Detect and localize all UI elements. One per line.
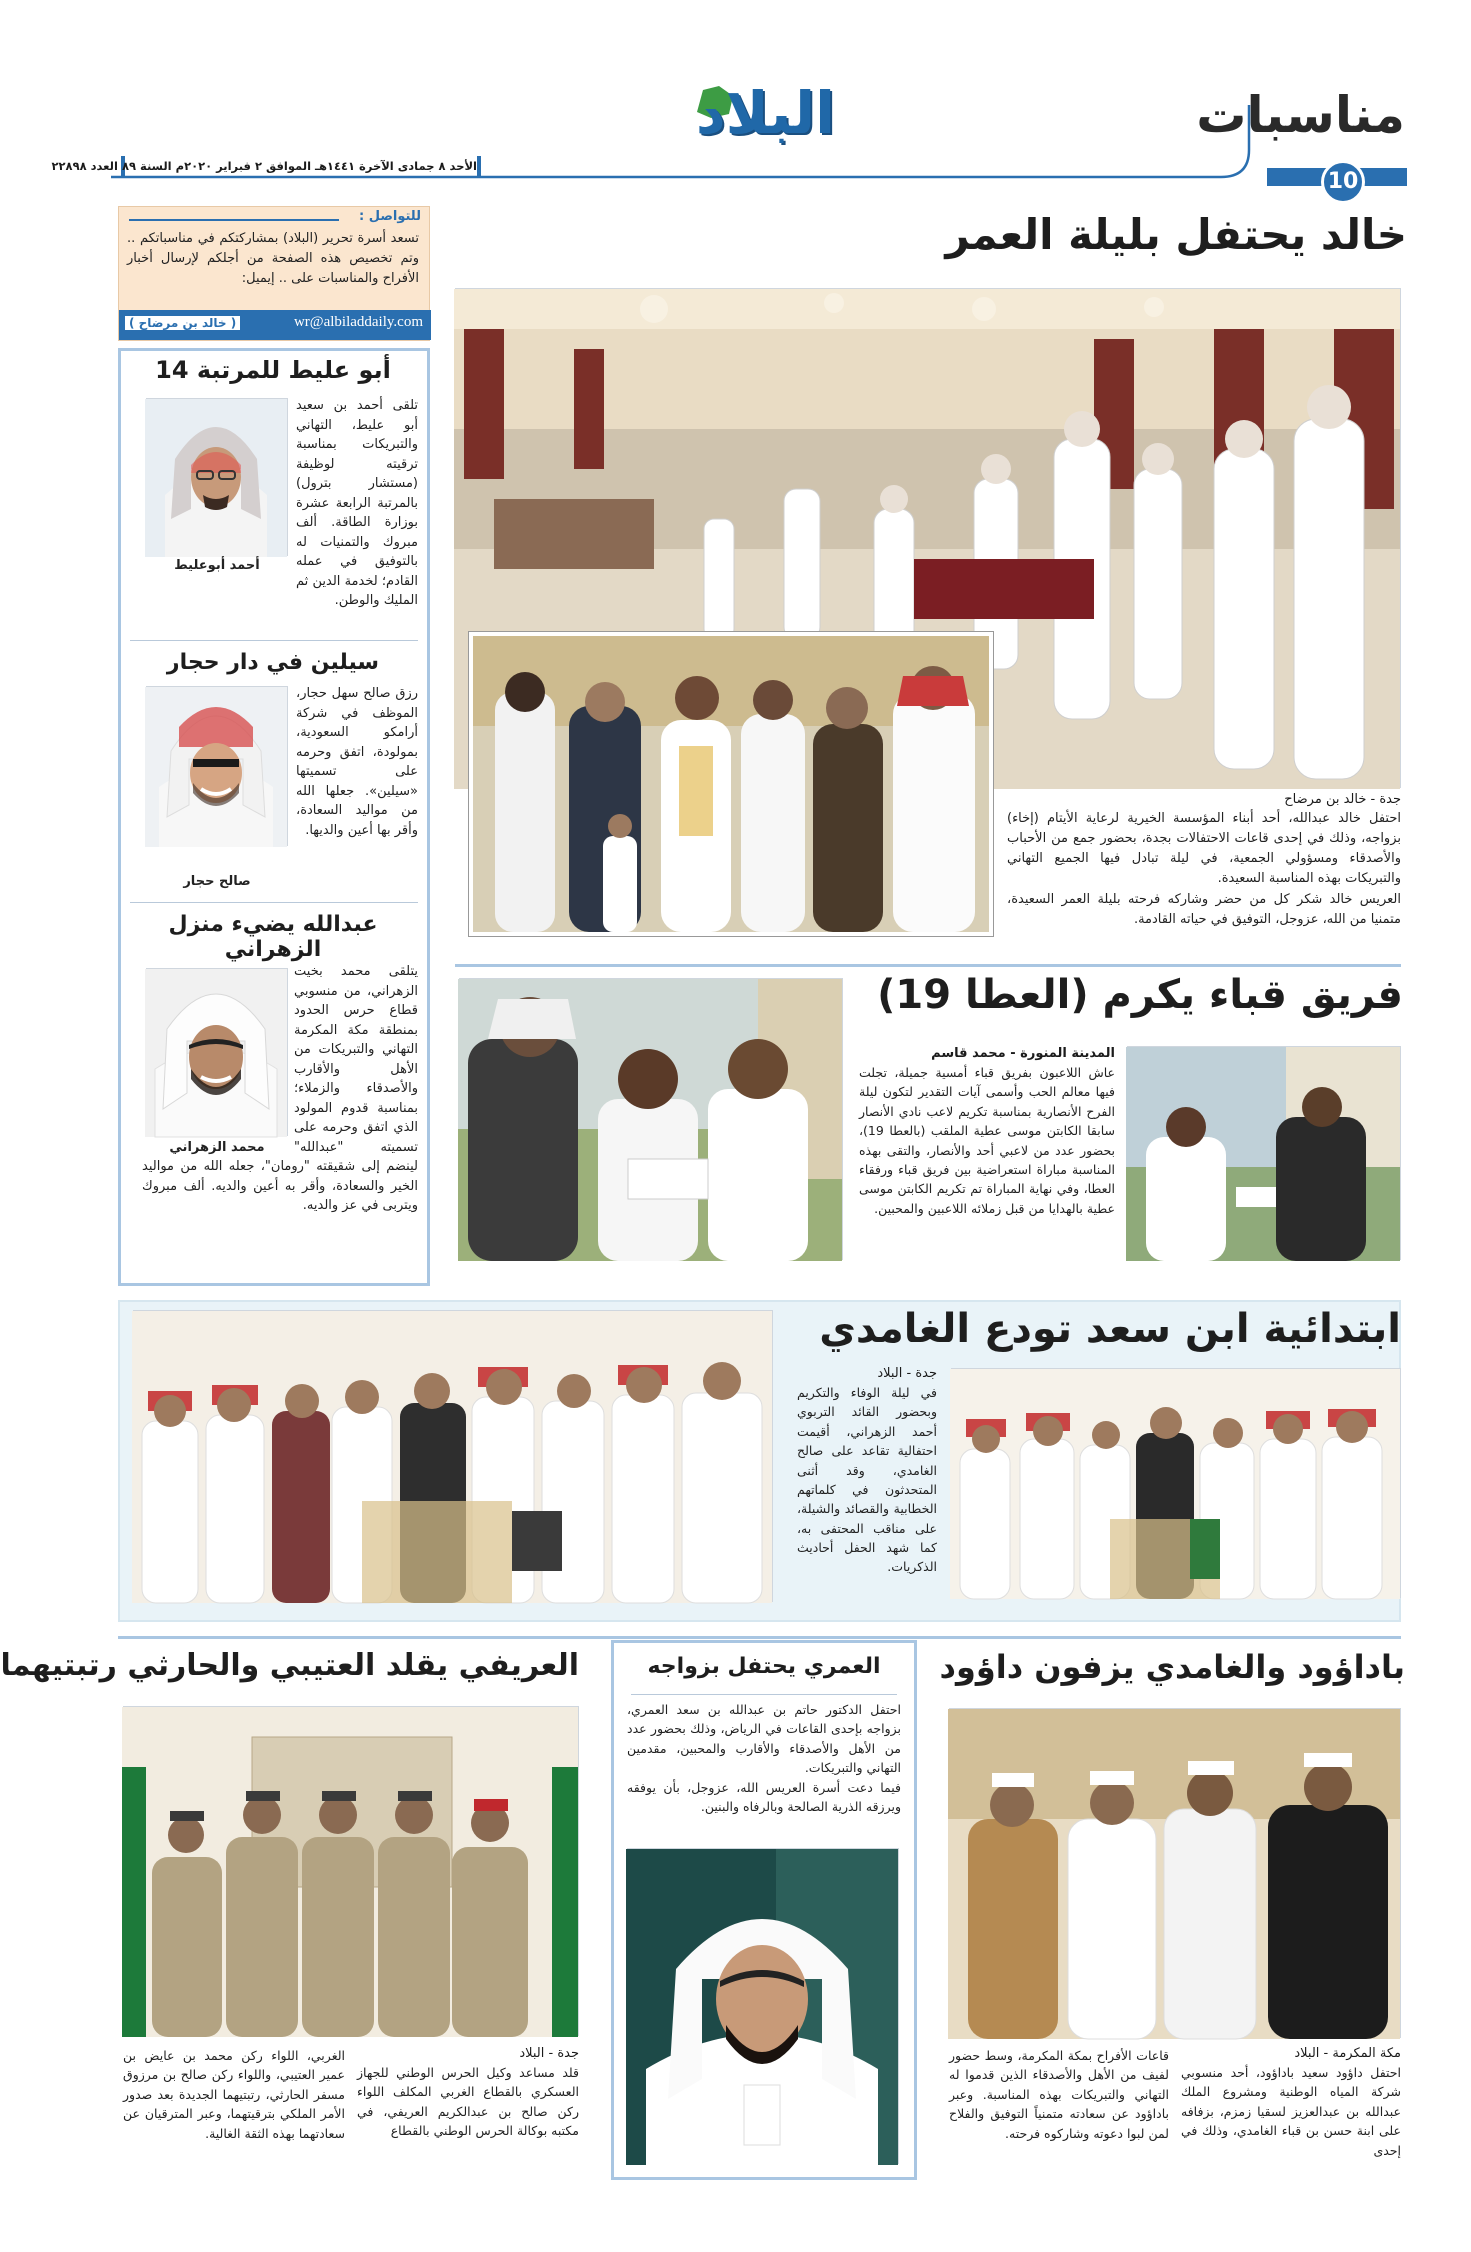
sidebar-headline-1: أبو عليط للمرتبة 14 [155,356,391,384]
school-text-block [797,1366,937,1602]
dawood-body-2: قاعات الأفراح بمكة المكرمة، وسط حضور لفيف من الأهل والأصدقاء الذين قدموا له التهاني والتبريكات بهذه المناسبة. وعبر باداؤود عن سعادته متمنياً التوفيق والفلاح لمن لبوا دعوته وشاركوه فرحته. [949,2048,1169,2141]
omari-body: احتفل الدكتور حاتم بن عبدالله بن سعد العمري، بزواجه بإحدى القاعات في الرياض، وذلك بحضور عدد من الأهل والأصدقاء والأقارب والمحبين، مقدمين التهاني والتبريكات. فيما دعت أسرة العريس الله، عزوجل، بأن يوفقه ويرزقه الذرية الصالحة وبالرفاه والبنين. [627,1702,901,1814]
main-body-2: العريس خالد شكر كل من حضر وشاركه فرحته بليلة العمر السعيدة، متمنيا من الله، عزوجل، التوفيق في حياته القادمة. [1007,891,1401,927]
page-number: 10 [1327,169,1359,194]
newspaper-logo [695,79,835,162]
portrait-hajjar [146,686,288,846]
contact-body: تسعد أسرة تحرير (البلاد) بمشاركتكم في مناسباتكم .. وتم تخصيص هذه الصفحة من أجلكم لإرسال أخبار الأفراح والمناسبات على .. إيميل: [127,231,419,287]
sidebar-body-1: تلقى أحمد بن سعيد أبو عليط، التهاني والتبريكات بمناسبة ترقيته لوظيفة (مستشار بترول) بالمرتبة الرابعة عشرة بوزارة الطاقة. ألف مبروك والتمنيات له بالتوفيق في عمله القادم؛ لخدمة الدين ثم المليك والوطن. [296,398,418,608]
portrait-caption-3: محمد الزهراني [169,1140,265,1155]
page-number-badge [1321,160,1365,204]
photo-school-left [133,1310,773,1602]
divider-bottom [118,1636,1401,1639]
oraifi-text-right [357,2046,579,2196]
sidebar-headline-3: عبدالله يضيء منزل الزهراني [168,912,378,962]
main-body-1: احتفل خالد عبدالله، أحد أبناء المؤسسة الخيرية لرعاية الأيتام (إخاء) بزواجه، وذلك في إحدى قاعات الاحتفالات بجدة، بحضور جمع من الأحباب والأصدقاء ومسؤولي الجمعية، في ليلة تبادل فيها الجميع التهاني والتبريكات بهذه المناسبة السعيدة. [1007,811,1401,887]
date-bar [51,156,481,176]
portrait-caption-2: صالح حجار [183,874,251,889]
quba-headline: فريق قباء يكرم (العطا 19) [877,972,1403,1018]
oraifi-body-2: الغربي، اللواء ركن محمد بن عايض بن عمير العتيبي، واللواء ركن صالح بن مرزوق مسفر الحارثي، رتبتيهما الجديدة بعد صدور الأمر الملكي بترقيتهما، وعبر المترقيان عن سعادتهما بهذه الثقة الغالية. [123,2048,345,2141]
dawood-text-right [1181,2046,1401,2196]
school-body: في ليلة الوفاء والتكريم وبحضور القائد التربوي أحمد الزهراني، أقيمت احتفالية تقاعد على صالح الغامدي، وقد أثنى المتحدثون في كلماتهم الخطابية والقصائد والشيلة، على مناقب المحتفى به، كما شهد الحفل أحاديث الذكريات. [797,1385,937,1575]
contact-box [118,206,430,341]
contact-email[interactable]: wr@albiladdaily.com [293,314,423,330]
main-text-block [1007,792,1401,940]
school-dateline: جدة - البلاد [877,1366,937,1381]
sidebar [118,206,430,1286]
sidebar-body-2: رزق صالح سهل حجار، الموظف في شركة أرامكو السعودية، بمولودة، اتفق وحرمه على تسميتها «سيلين». جعلها الله من مواليد السعادة، وأقر بها أعين والديها. [296,686,418,838]
quba-text-block [859,1046,1115,1260]
photo-omari [627,1848,899,2164]
date-line: الأحد ٨ جمادى الآخرة ١٤٤١هـ الموافق ٢ فبراير ٢٠٢٠م السنة ٨٩ العدد ٢٢٨٩٨ [51,159,477,173]
photo-quba-right [1127,1046,1401,1260]
section-title: مناسبات [1196,86,1405,144]
main-dateline: جدة - خالد بن مرضاح [1284,792,1401,807]
portrait-abualit [146,398,288,556]
quba-body: عاش اللاعبون بفريق قباء أمسية جميلة، تجلت فيها معالم الحب وأسمى آيات التقدير لتكون ليلة الفرح الأنصارية بمناسبة تكريم لاعب نادي الأنصار سابقا الكابتن موسى عطية الملقب (بالعطا 19)، بحضور عدد من لاعبي أحد والأنصار، والتقى بهذه المناسبة مباراة استعراضية بين فريق قباء ورفقاء العطا، وفي نهاية المباراة تم تكريم الكابتن موسى عطية بالهدايا من قبل زملائه اللاعبين والمحبين. [859,1065,1115,1216]
sidebar-headline-2: سيلين في دار حجار [166,650,380,675]
oraifi-dateline: جدة - البلاد [519,2046,579,2061]
dawood-body-1: احتفل داؤود سعيد باداؤود، أحد منسوبي شركة المياه الوطنية ومشروع الملك عبدالله بن عبدالعزيز لسقيا زمزم، بزفافه على ابنة حسن بن قباء الغامدي، وذلك في إحدى [1181,2065,1401,2158]
photo-groom-group [469,632,993,936]
logo-text: البلاد [695,79,835,147]
oraifi-headline: العريفي يقلد العتيبي والحارثي رتبتيهما [0,1648,579,1683]
sidebar-body-3: يتلقى محمد بخيت الزهراني، من منسوبي قطاع حرس الحدود بمنطقة مكة المكرمة التهاني والتبريكات من الأهل والأقارب والأصدقاء والزملاء؛ بمناسبة قدوم المولود الذي اتفق وحرمه على تسميته "عبدالله" لينضم إلى شقيقته "رومان"، جعله الله من مواليد الخير والسعادة، وأقر به أعين والديه. ألف مبروك ويتربى في عز والديه. [142,964,418,1213]
portrait-caption-1: أحمد أبوعليط [174,558,260,573]
sidebar-divider-2 [130,902,418,903]
photo-dawood [949,1708,1401,2038]
main-headline: خالد يحتفل بليلة العمر [945,210,1407,259]
quba-dateline: المدينة المنورة - محمد قاسم [931,1046,1115,1061]
school-headline: ابتدائية ابن سعد تودع الغامدي [819,1306,1401,1352]
omari-underline [631,1694,897,1695]
sidebar-body-3-spacer [142,962,294,1148]
contact-email-bar [119,310,431,340]
photo-oraifi [123,1706,579,2036]
contact-editor: ( خالد بن مرضاح ) [125,316,240,330]
omari-headline: العمري يحتفل بزواجه [647,1654,881,1679]
masthead [51,0,1471,194]
sidebar-divider-1 [130,640,418,641]
dawood-dateline: مكة المكرمة - البلاد [1294,2046,1401,2061]
photo-school-right [951,1368,1401,1598]
divider-quba [455,964,1401,967]
contact-title-line [129,219,339,221]
oraifi-body-1: قلد مساعد وكيل الحرس الوطني للجهاز العسكري بالقطاع الغربي المكلف اللواء ركن صالح بن عبدالكريم العريفي، في مكتبه بوكالة الحرس الوطني بالقطاع [357,2065,579,2139]
contact-title: للتواصل : [359,209,421,224]
dawood-headline: باداؤود والغامدي يزفون داؤود [939,1648,1405,1686]
photo-quba-left [459,978,843,1260]
